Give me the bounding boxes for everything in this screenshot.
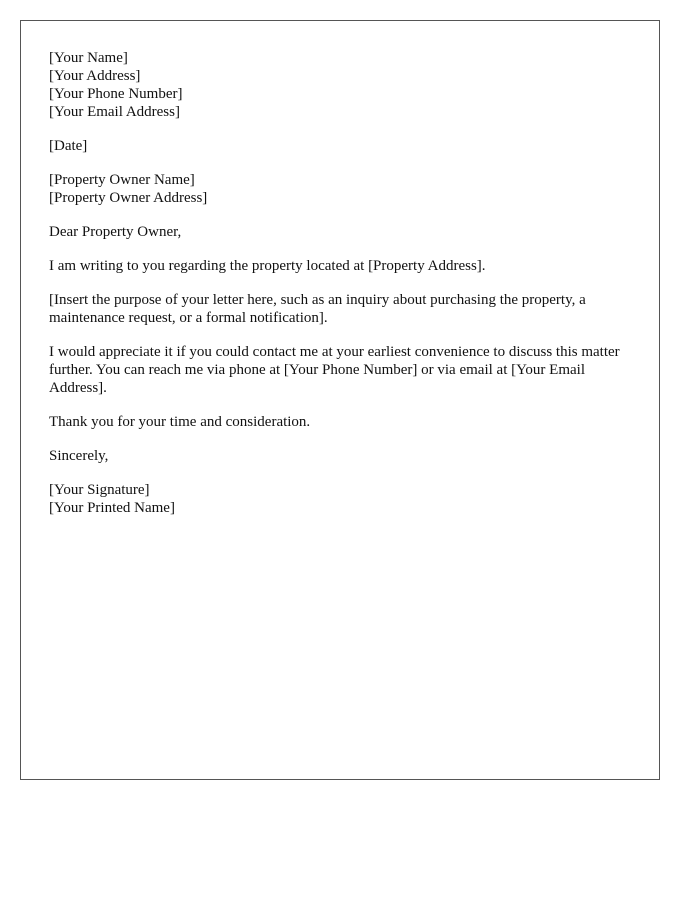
letter-content (49, 49, 631, 533)
letter-page (20, 20, 660, 780)
recipient-address: [Property Owner Address] (49, 190, 208, 206)
sender-name: [Your Name] (49, 50, 128, 66)
paragraph-purpose: [Insert the purpose of your letter here, such as an inquiry about purchasing the property, a maintenance request, or a formal notification]. (49, 292, 586, 326)
recipient-name: [Property Owner Name] (49, 172, 195, 188)
letter-date: [Date] (49, 138, 88, 154)
sender-address: [Your Address] (49, 68, 141, 84)
paragraph-thanks: Thank you for your time and consideration. (49, 414, 311, 430)
sender-block (49, 49, 631, 121)
signature-line: [Your Signature] (49, 482, 150, 498)
printed-name: [Your Printed Name] (49, 500, 175, 516)
paragraph-contact: I would appreciate it if you could contact me at your earliest convenience to discuss this matter further. You can reach me via phone at [Your Phone Number] or via email at [Your Email Address]. (49, 344, 620, 396)
signature-block (49, 481, 631, 517)
sender-email: [Your Email Address] (49, 104, 180, 120)
salutation: Dear Property Owner, (49, 224, 182, 240)
closing: Sincerely, (49, 448, 109, 464)
sender-phone: [Your Phone Number] (49, 86, 183, 102)
recipient-block (49, 171, 631, 207)
paragraph-intro: I am writing to you regarding the property located at [Property Address]. (49, 258, 486, 274)
date-block (49, 137, 631, 155)
